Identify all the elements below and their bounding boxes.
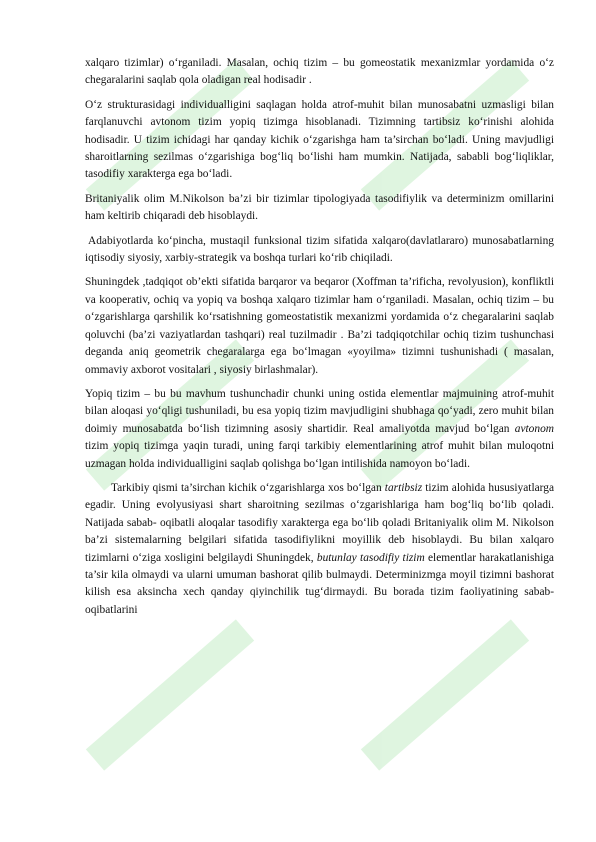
text-run: Yopiq tizim – bu bu mavhum tushunchadir chunki uning ostida elementlar majmuining atrof-muhit bilan aloqasi yo‘qligi tushuniladi, bu esa yopiq tizim mavjudligini shubhaga qo‘yadi, zero muhit bilan doimiy munosabatda bo‘lish tizimning asosiy shartidir. Real amaliyotda mavjud bo‘lgan xyxy=(85,387,554,435)
text-run: elementlar harakatlanishiga ta’sir kila olmaydi va ularni umuman bashorat qilib bulmaydi. Determinizmga moyil tizimni bashorat kilish esa aksincha xech qanday qiyinchilik tug‘dirmaydi. Bu borada tizim faoliyatining sabab- oqibatlarini xyxy=(85,551,554,616)
watermark-band-5 xyxy=(95,630,245,760)
document-body xyxy=(85,55,554,626)
paragraph-p6 xyxy=(85,386,554,473)
italic-term: tartibsiz xyxy=(384,481,423,494)
paragraph-p1 xyxy=(85,55,554,90)
text-run: Adabiyotlarda ko‘pincha, mustaqil funksional tizim sifatida xalqaro(davlatlararo) munosabatlarning iqtisodiy siyosiy, xarbiy-strategik va boshqa turlari ko‘rib chiqiladi. xyxy=(85,234,554,265)
paragraph-p2 xyxy=(85,97,554,184)
paragraph-p7 xyxy=(85,480,554,619)
text-run: Tarkibiy qismi ta’sirchan kichik o‘zgarishlarga xos bo‘lgan xyxy=(111,481,385,494)
paragraph-p3 xyxy=(85,191,554,226)
text-run: tizim alohida hususiyatlarga egadir. Uning evolyusiyasi shart sharoitning sezilmas o‘zgarishlariga ham bog‘liq bo‘lib qoladi. Natijada sabab- oqibatli aloqalar tasodifiy xarakterga ega bo‘lib qoladi Britaniyalik olim M. Nikolson ba’zi sistemalarning belgilari sifatida tasodifiylikni moyillik deb hisoblaydi. Bu bilan xalqaro tizimlarni o‘ziga xosligini belgilaydi Shuningdek, xyxy=(85,481,554,564)
text-run: O‘z strukturasidagi individualligini saqlagan holda atrof-muhit bilan munosabatni uzmasligi bilan farqlanuvchi avtonom tizim yopiq tizimga hisoblanadi. Tizimning tartibsiz ko‘rinishi alohida hodisadir. U tizim ichidagi har qanday kichik o‘zgarishga ham ta’sirchan bo‘ladi. Uning mavjudligi sharoitlarning sezilmas o‘zgarishiga bog‘liq bo‘lishi ham mumkin. Natijada, sababli bog‘liqliklar, tasodifiy xarakterga ega bo‘ladi. xyxy=(85,98,554,181)
italic-term: avtonom xyxy=(514,422,554,435)
text-run: xalqaro tizimlar) o‘rganiladi. Masalan, ochiq tizim – bu gomeostatik mexanizmlar yordamida o‘z chegaralarini saqlab qola oladigan real hodisadir . xyxy=(85,57,554,87)
text-run: tizim yopiq tizimga yaqin turadi, uning farqi tarkibiy elementlarining atrof muhit bilan muloqotni uzmagan holda individualligini saqlab qolishga bo‘lgan intilishida namoyon bo‘ladi. xyxy=(85,440,554,470)
text-run: Shuningdek ,tadqiqot ob’ekti sifatida barqaror va beqaror (Xoffman ta’rificha, revolyusion), konfliktli va kooperativ, ochiq va yopiq va boshqa xalqaro tizimlar ham o‘rganiladi. Masalan, ochiq tizim – bu o‘zgarishlarga qarshilik ko‘rsatishning gomeostatistik mexanizmi yordamida o‘z chegaralarini saqlab qoluvchi (ba’zi vaziyatlardan tashqari) real tuzilmadir . Ba’zi tadqiqotchilar ochiq tizim tushunchasi deganda aniq geometrik chegaralarga ega bo‘lmagan «yoyilma» tizimni tushunishadi ( masalan, ommaviy axborot vositalari , siyosiy birlashmalar). xyxy=(85,276,554,376)
paragraph-p5 xyxy=(85,274,554,378)
watermark-band-6 xyxy=(370,630,520,760)
text-run: Britaniyalik olim M.Nikolson ba’zi bir tizimlar tipologiyada tasodifiylik va determinizm omillarini ham keltirib chiqaradi deb hisoblaydi. xyxy=(85,192,554,223)
paragraph-p4 xyxy=(85,233,554,268)
italic-term: butunlay tasodifiy tizim xyxy=(316,551,425,564)
